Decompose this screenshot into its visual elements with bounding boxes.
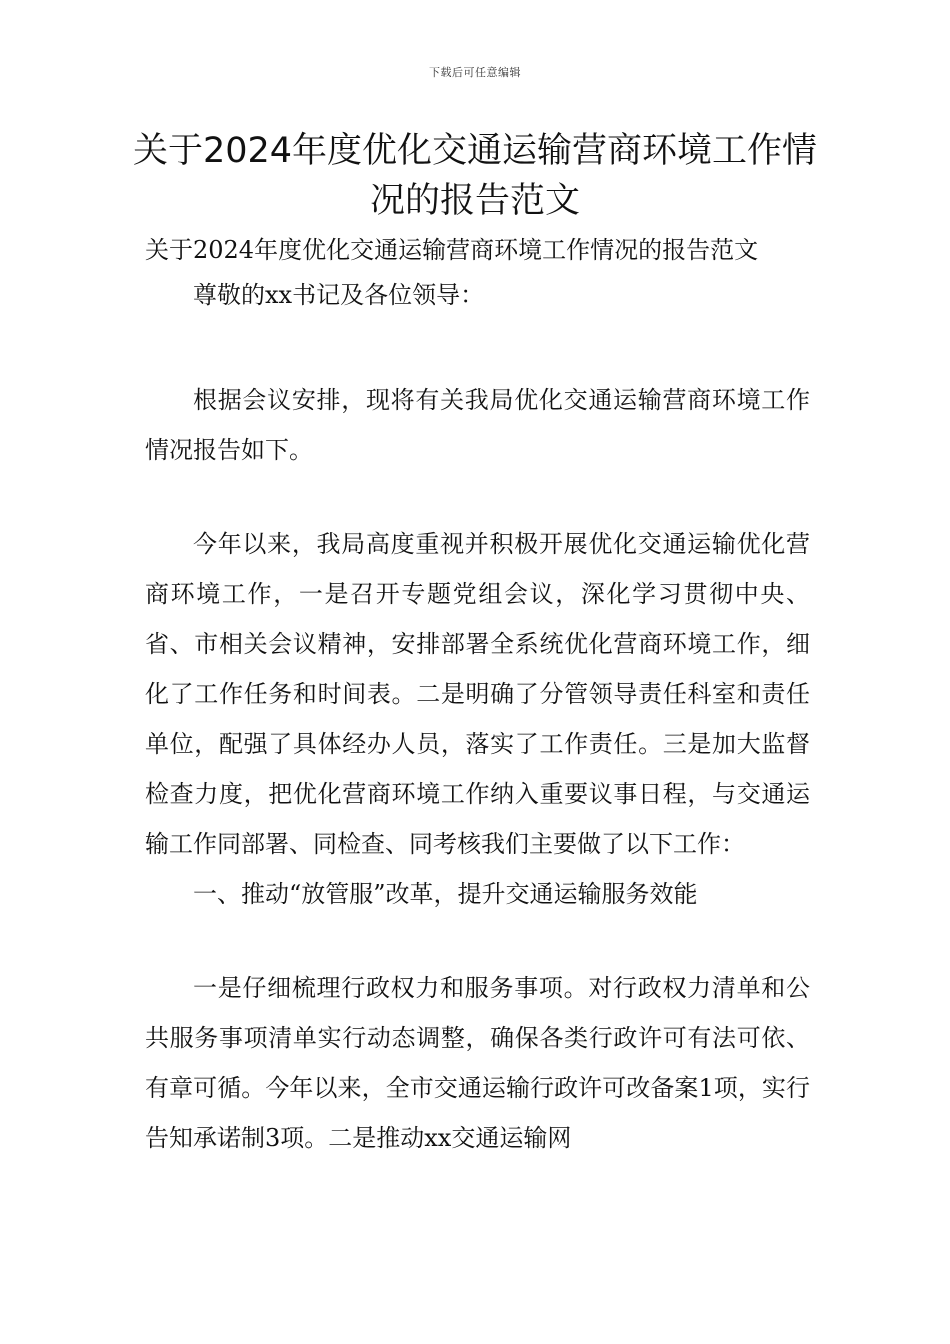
spacer (145, 314, 810, 375)
intro-paragraph: 根据会议安排，现将有关我局优化交通运输营商环境工作情况报告如下。 (145, 386, 810, 464)
salutation: 尊敬的xx书记及各位领导： (193, 281, 485, 309)
spacer (145, 475, 810, 519)
section-heading-1: 一、推动“放管服”改革，提升交通运输服务效能 (193, 880, 698, 908)
subtitle-line: 关于2024年度优化交通运输营商环境工作情况的报告范文 (145, 236, 759, 264)
overview-paragraph: 今年以来，我局高度重视并积极开展优化交通运输优化营商环境工作，一是召开专题党组会议，深化学习贯彻中央、省、市相关会议精神，安排部署全系统优化营商环境工作，细化了工作任务和时间表。二是明确了分管领导责任科室和责任单位，配强了具体经办人员，落实了工作责任。三是加大监督检查力度，把优化营商环境工作纳入重要议事日程，与交通运输工作同部署、同检查、同考核我们主要做了以下工作： (145, 530, 810, 858)
section-1-body: 一是仔细梳理行政权力和服务事项。对行政权力清单和公共服务事项清单实行动态调整，确保各类行政许可有法可依、有章可循。今年以来，全市交通运输行政许可改备案1项，实行告知承诺制3项。二是推动xx交通运输网 (145, 974, 810, 1152)
document-body (145, 232, 810, 1163)
document-title: 关于2024年度优化交通运输营商环境工作情况的报告范文 (132, 131, 818, 221)
spacer (145, 919, 810, 963)
header-note: 下载后可任意编辑 (429, 66, 521, 79)
